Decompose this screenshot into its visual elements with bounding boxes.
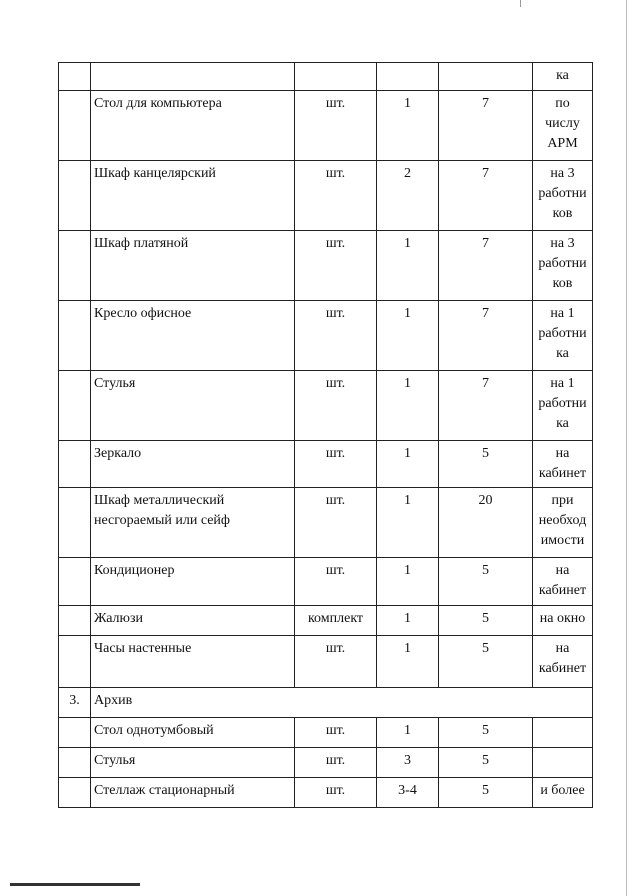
note-cell: на 3 работни ков	[533, 231, 593, 301]
quantity-cell: 1	[377, 558, 439, 606]
unit-cell: шт.	[295, 91, 377, 161]
item-name-cell: Шкаф канцелярский	[91, 161, 295, 231]
note-cell	[533, 748, 593, 778]
row-number-cell	[59, 778, 91, 808]
quantity-cell: 1	[377, 371, 439, 441]
item-name-cell: Кресло офисное	[91, 301, 295, 371]
unit-cell: шт.	[295, 636, 377, 688]
quantity-cell: 1	[377, 488, 439, 558]
item-name-cell: Кондиционер	[91, 558, 295, 606]
item-name-cell: Шкаф металлический несгораемый или сейф	[91, 488, 295, 558]
unit-cell: шт.	[295, 301, 377, 371]
item-name-cell: Стулья	[91, 748, 295, 778]
item-name-cell: Стулья	[91, 371, 295, 441]
service-life-cell: 7	[439, 301, 533, 371]
table-row	[59, 718, 593, 748]
quantity-cell: 1	[377, 636, 439, 688]
item-name-cell: Стеллаж стационарный	[91, 778, 295, 808]
table-row	[59, 636, 593, 688]
note-cell: на кабинет	[533, 636, 593, 688]
table-row	[59, 488, 593, 558]
quantity-cell	[377, 63, 439, 91]
table-row	[59, 91, 593, 161]
table-row	[59, 606, 593, 636]
table-row	[59, 63, 593, 91]
unit-cell: шт.	[295, 718, 377, 748]
unit-cell: шт.	[295, 161, 377, 231]
service-life-cell: 5	[439, 636, 533, 688]
service-life-cell	[439, 63, 533, 91]
note-cell: на кабинет	[533, 441, 593, 488]
service-life-cell: 5	[439, 441, 533, 488]
row-number-cell	[59, 91, 91, 161]
note-cell: ка	[533, 63, 593, 91]
row-number-cell	[59, 636, 91, 688]
note-cell: по числу АРМ	[533, 91, 593, 161]
table-row	[59, 161, 593, 231]
quantity-cell: 2	[377, 161, 439, 231]
unit-cell: шт.	[295, 558, 377, 606]
unit-cell: комплект	[295, 606, 377, 636]
row-number-cell	[59, 371, 91, 441]
item-name-cell	[91, 63, 295, 91]
note-cell: на окно	[533, 606, 593, 636]
service-life-cell: 20	[439, 488, 533, 558]
unit-cell: шт.	[295, 441, 377, 488]
quantity-cell: 1	[377, 606, 439, 636]
section-row	[59, 688, 593, 718]
quantity-cell: 1	[377, 718, 439, 748]
service-life-cell: 5	[439, 748, 533, 778]
table-row	[59, 301, 593, 371]
table-row	[59, 748, 593, 778]
service-life-cell: 7	[439, 231, 533, 301]
row-number-cell	[59, 441, 91, 488]
item-name-cell: Жалюзи	[91, 606, 295, 636]
row-number-cell	[59, 63, 91, 91]
row-number-cell	[59, 748, 91, 778]
quantity-cell: 1	[377, 441, 439, 488]
unit-cell: шт.	[295, 748, 377, 778]
row-number-cell	[59, 161, 91, 231]
row-number-cell	[59, 558, 91, 606]
service-life-cell: 5	[439, 558, 533, 606]
section-title: Архив	[91, 688, 593, 718]
unit-cell: шт.	[295, 371, 377, 441]
item-name-cell: Часы настенные	[91, 636, 295, 688]
unit-cell	[295, 63, 377, 91]
scan-artifact-bottom-line	[10, 883, 140, 886]
table-row	[59, 231, 593, 301]
quantity-cell: 1	[377, 301, 439, 371]
unit-cell: шт.	[295, 778, 377, 808]
service-life-cell: 5	[439, 778, 533, 808]
unit-cell: шт.	[295, 231, 377, 301]
quantity-cell: 1	[377, 91, 439, 161]
note-cell: и более	[533, 778, 593, 808]
service-life-cell: 5	[439, 718, 533, 748]
note-cell: на кабинет	[533, 558, 593, 606]
service-life-cell: 7	[439, 91, 533, 161]
section-number: 3.	[59, 688, 91, 718]
row-number-cell	[59, 488, 91, 558]
scan-artifact-edge	[626, 0, 627, 896]
table-row	[59, 778, 593, 808]
inventory-table-body	[59, 63, 593, 808]
table-row	[59, 558, 593, 606]
row-number-cell	[59, 231, 91, 301]
note-cell	[533, 718, 593, 748]
item-name-cell: Стол однотумбовый	[91, 718, 295, 748]
note-cell: на 1 работни ка	[533, 371, 593, 441]
unit-cell: шт.	[295, 488, 377, 558]
table-row	[59, 441, 593, 488]
note-cell: на 1 работни ка	[533, 301, 593, 371]
service-life-cell: 7	[439, 161, 533, 231]
item-name-cell: Стол для компьютера	[91, 91, 295, 161]
note-cell: при необход имости	[533, 488, 593, 558]
item-name-cell: Зеркало	[91, 441, 295, 488]
quantity-cell: 3	[377, 748, 439, 778]
table-row	[59, 371, 593, 441]
inventory-table	[58, 62, 593, 808]
row-number-cell	[59, 606, 91, 636]
service-life-cell: 7	[439, 371, 533, 441]
quantity-cell: 3-4	[377, 778, 439, 808]
scan-artifact-tick	[520, 0, 521, 7]
row-number-cell	[59, 718, 91, 748]
note-cell: на 3 работни ков	[533, 161, 593, 231]
service-life-cell: 5	[439, 606, 533, 636]
item-name-cell: Шкаф платяной	[91, 231, 295, 301]
quantity-cell: 1	[377, 231, 439, 301]
row-number-cell	[59, 301, 91, 371]
